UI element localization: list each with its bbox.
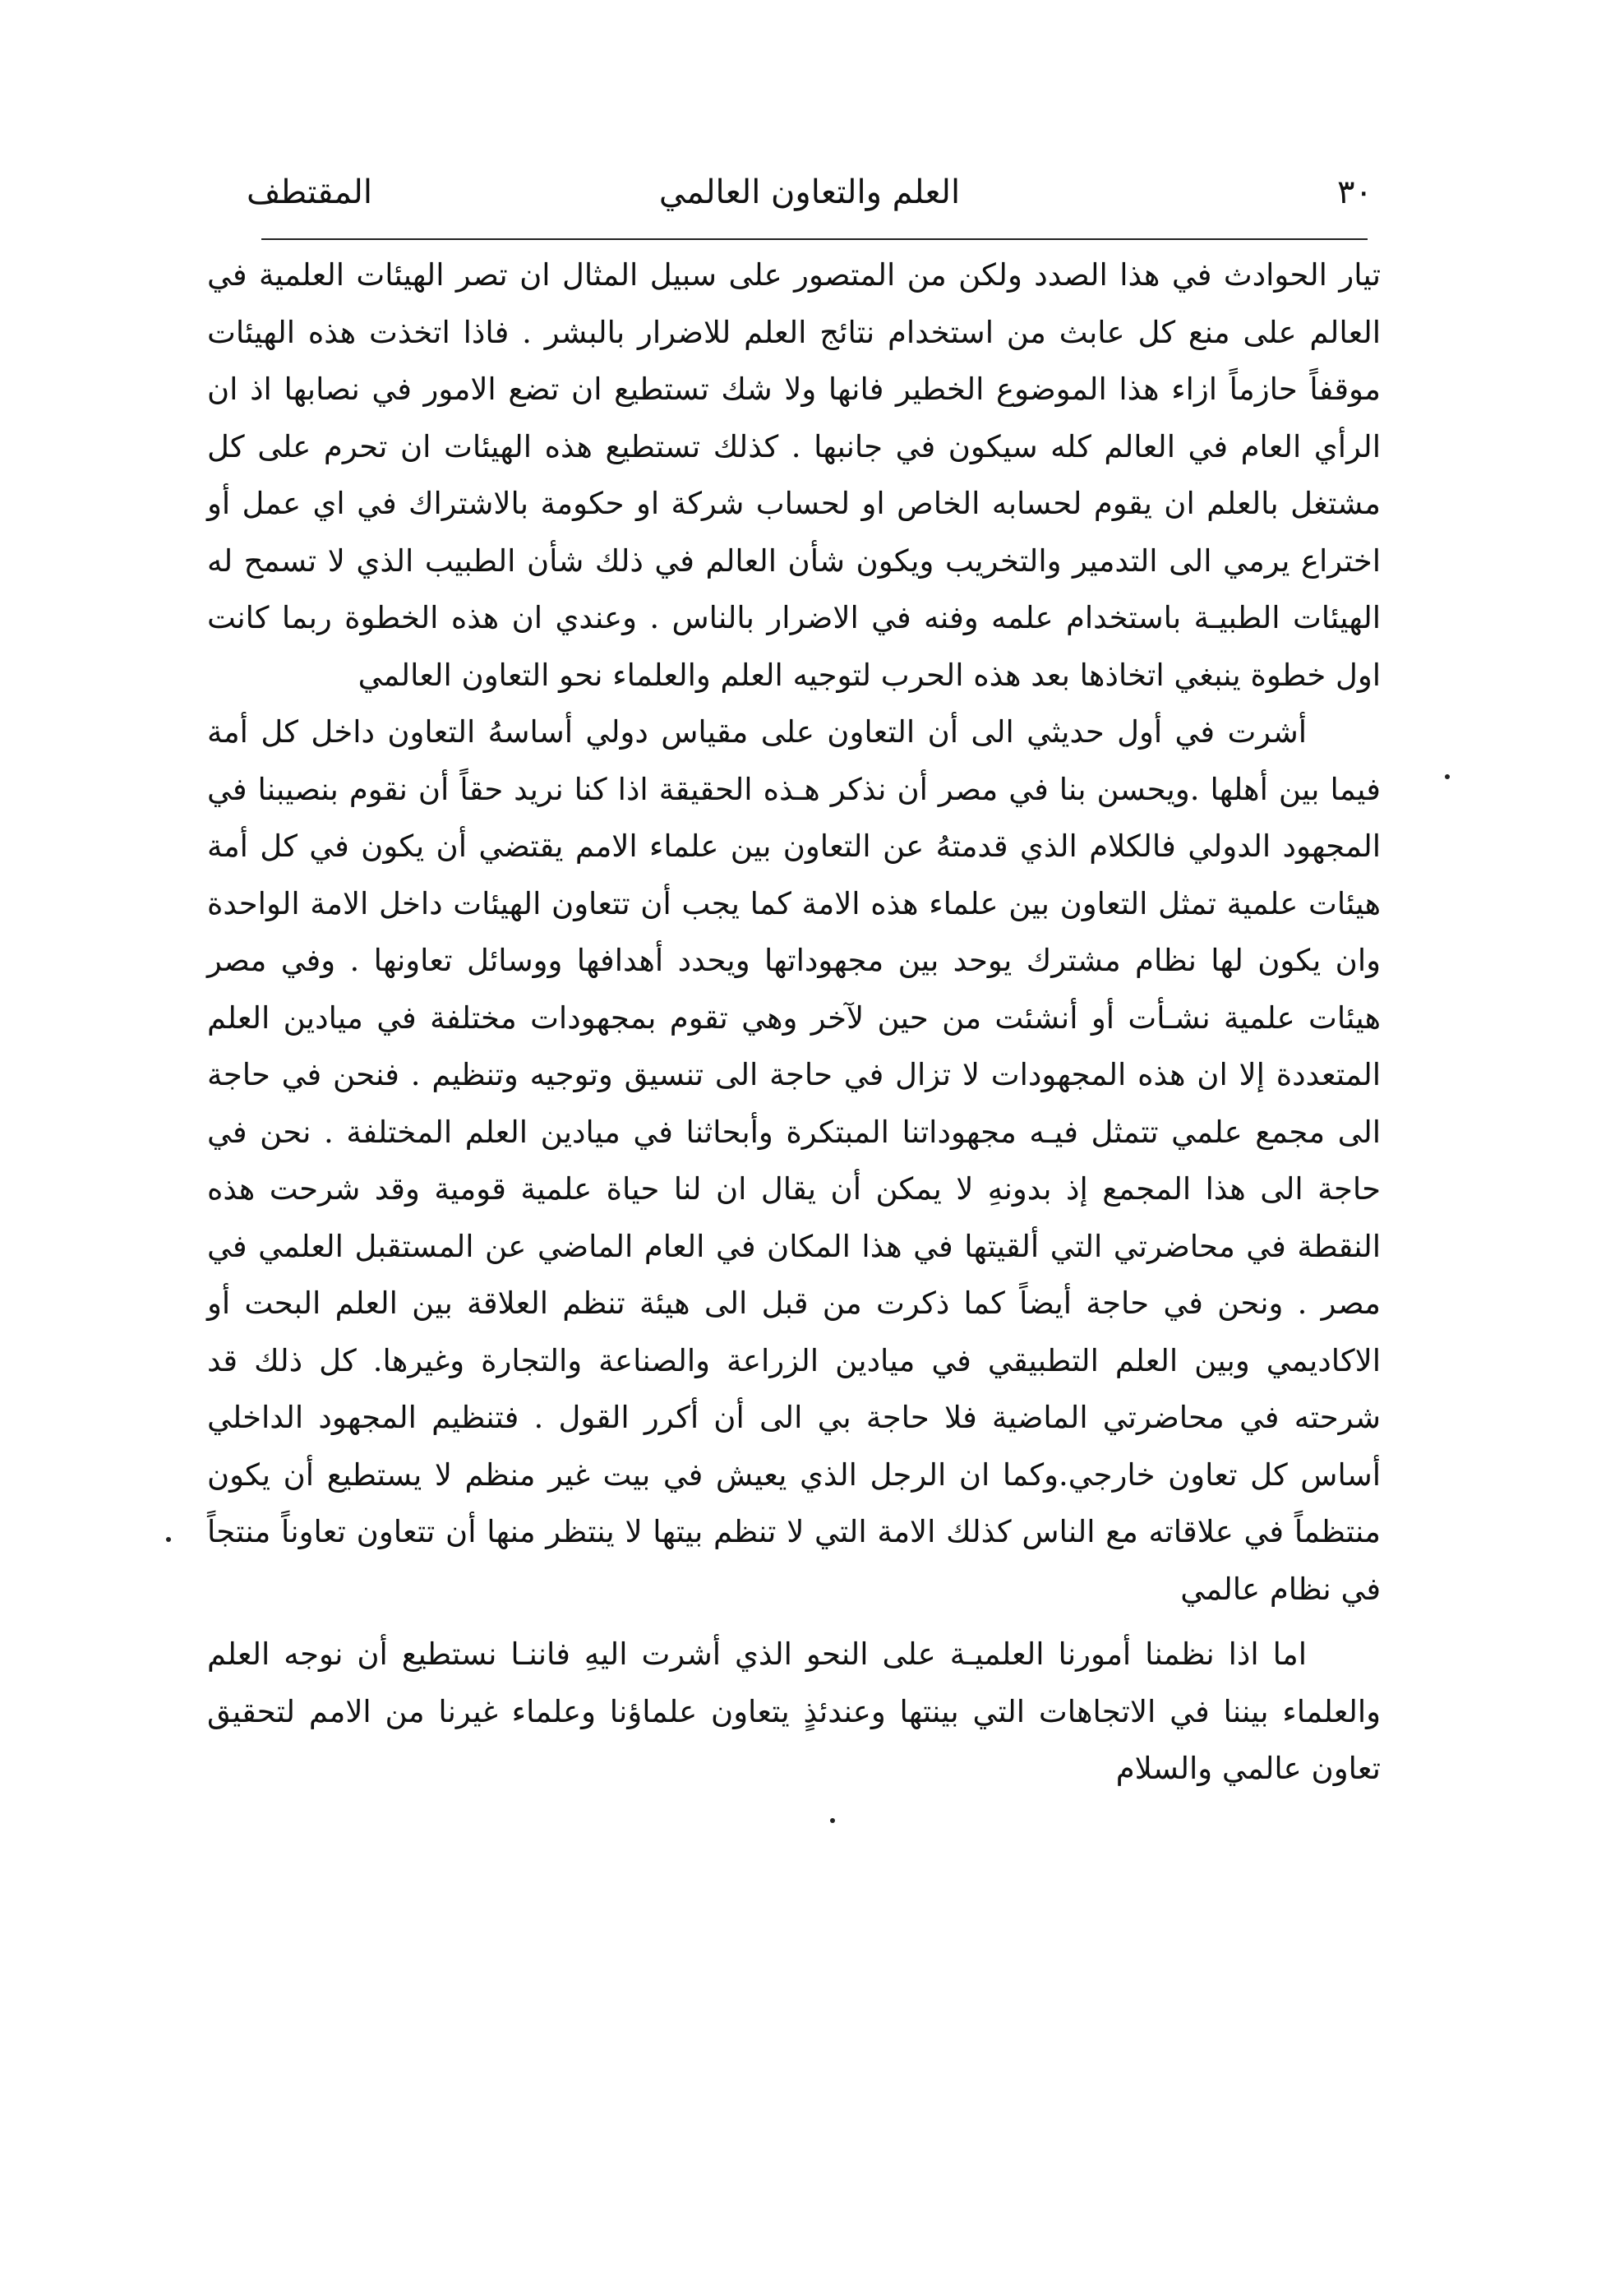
running-title: العلم والتعاون العالمي	[658, 173, 961, 211]
article-body	[207, 247, 1381, 1798]
scan-speck	[166, 1537, 171, 1542]
scan-speck	[830, 1818, 835, 1823]
paragraph: تيار الحوادث في هذا الصدد ولكن من المتصور على سبيل المثال ان تصر الهيئات العلمية في العالم على منع كل عابث من استخدام نتائج العلم للاضرار بالبشر . فاذا اتخذت هذه الهيئات موقفاً حازماً ازاء هذا الموضوع الخطير فانها ولا شك تستطيع ان تضع الامور في نصابها اذ ان الرأي العام في العالم كله سيكون في جانبها . كذلك تستطيع هذه الهيئات ان تحرم على كل مشتغل بالعلم ان يقوم لحسابه الخاص او لحساب شركة او حكومة بالاشتراك في اي عمل أو اختراع يرمي الى التدمير والتخريب ويكون شأن العالم في ذلك شأن الطبيب الذي لا تسمح له الهيئات الطبيـة باستخدام علمه وفنه في الاضرار بالناس . وعندي ان هذه الخطوة ربما كانت اول خطوة ينبغي اتخاذها بعد هذه الحرب لتوجيه العلم والعلماء نحو التعاون العالمي	[207, 257, 1381, 693]
paragraph: أشرت في أول حديثي الى أن التعاون على مقياس دولي أساسهُ التعاون داخل كل أمة فيما بين أهلها .ويحسن بنا في مصر أن نذكر هـذه الحقيقة اذا كنا نريد حقاً أن نقوم بنصيبنا في المجهود الدولي فالكلام الذي قدمتهُ عن التعاون بين علماء الامم يقتضي أن يكون في كل أمة هيئات علمية تمثل التعاون بين علماء هذه الامة كما يجب أن تتعاون الهيئات داخل الامة الواحدة وان يكون لها نظام مشترك يوحد بين مجهوداتها ويحدد أهدافها ووسائل تعاونها . وفي مصر هيئات علمية نشـأت أو أنشئت من حين لآخر وهي تقوم بمجهودات مختلفة في ميادين العلم المتعددة إلا ان هذه المجهودات لا تزال في حاجة الى تنسيق وتوجيه وتنظيم . فنحن في حاجة الى مجمع علمي تتمثل فيـه مجهوداتنا المبتكرة وأبحاثنا في ميادين العلم المختلفة . نحن في حاجة الى هذا المجمع إذ بدونهِ لا يمكن أن يقال ان لنا حياة علمية قومية وقد شرحت هذه النقطة في محاضرتي التي ألقيتها في هذا المكان في العام الماضي عن المستقبل العلمي في مصر . ونحن في حاجة أيضاً كما ذكرت من قبل الى هيئة تنظم العلاقة بين العلم البحت أو الاكاديمي وبين العلم التطبيقي في ميادين الزراعة والصناعة والتجارة وغيرها. كل ذلك قد شرحته في محاضرتي الماضية فلا حاجة بي الى أن أكرر القول . فتنظيم المجهود الداخلي أساس كل تعاون خارجي.وكما ان الرجل الذي يعيش في بيت غير منظم لا يستطيع أن يكون منتظماً في علاقاته مع الناس كذلك الامة التي لا تنظم بيتها لا ينتظر منها أن تتعاون تعاوناً منتجاً في نظام عالمي	[207, 714, 1381, 1607]
scan-speck	[1445, 774, 1450, 779]
page-number: ٣٠	[1337, 173, 1373, 211]
page-header	[247, 163, 1373, 222]
journal-name: المقتطف	[247, 173, 372, 211]
header-rule	[261, 238, 1368, 240]
paragraph: اما اذا نظمنا أمورنا العلميـة على النحو الذي أشرت اليهِ فاننـا نستطيع أن نوجه العلم والعلماء بيننا في الاتجاهات التي بينتها وعندئذٍ يتعاون علماؤنا وعلماء غيرنا من الامم لتحقيق تعاون عالمي والسلام	[207, 1636, 1381, 1786]
